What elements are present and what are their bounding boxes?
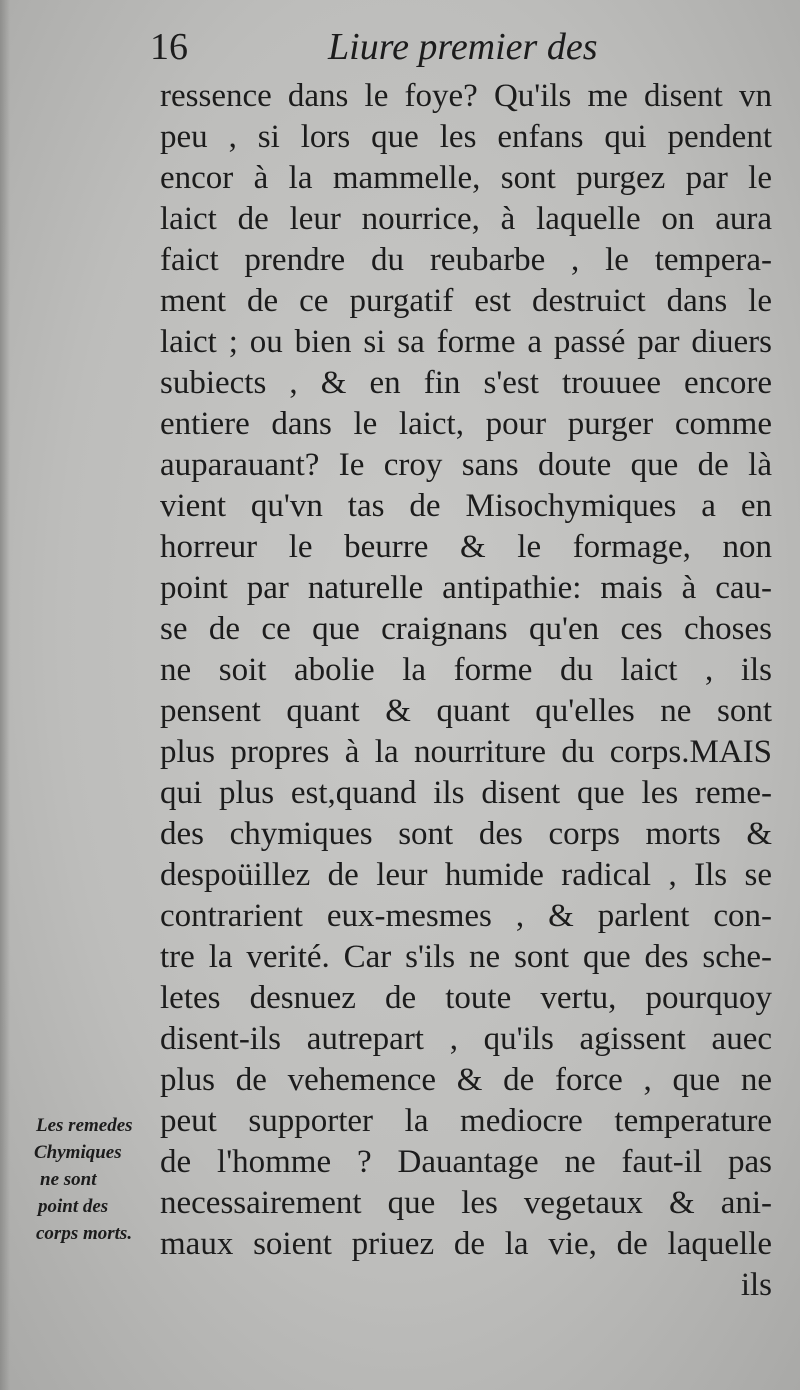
text-line: subiects , & en fin s'est trouuee encore xyxy=(160,365,772,401)
body-text xyxy=(160,76,772,1306)
marginal-note xyxy=(32,1112,162,1247)
text-line: tre la verité. Car s'ils ne sont que des sche- xyxy=(160,939,772,975)
text-line: de l'homme ? Dauantage ne faut-il pas xyxy=(160,1144,772,1180)
text-line: necessairement que les vegetaux & ani- xyxy=(160,1185,772,1221)
text-line: vient qu'vn tas de Misochymiques a en xyxy=(160,488,772,524)
marginal-note-line: corps morts. xyxy=(36,1223,133,1244)
text-line: encor à la mammelle, sont purgez par le xyxy=(160,160,772,196)
running-title: Liure premier des xyxy=(328,26,598,68)
text-line: plus propres à la nourriture du corps.MAIS xyxy=(160,734,772,770)
text-line: disent-ils autrepart , qu'ils agissent auec xyxy=(160,1021,772,1057)
text-line: laict de leur nourrice, à laquelle on aura xyxy=(160,201,772,237)
text-line: despoüillez de leur humide radical , Ils se xyxy=(160,857,772,893)
marginal-note-line: Chymiques xyxy=(34,1142,122,1163)
text-line: maux soient priuez de la vie, de laquelle xyxy=(160,1226,772,1262)
text-line: plus de vehemence & de force , que ne xyxy=(160,1062,772,1098)
catchword: ils xyxy=(740,1267,772,1303)
text-line: auparauant? Ie croy sans doute que de là xyxy=(160,447,772,483)
text-line: peu , si lors que les enfans qui pendent xyxy=(160,119,772,155)
marginal-note-line: ne sont xyxy=(40,1169,97,1190)
text-line: qui plus est,quand ils disent que les reme- xyxy=(160,775,772,811)
text-line: ressence dans le foye? Qu'ils me disent vn xyxy=(160,78,772,114)
text-line: entiere dans le laict, pour purger comme xyxy=(160,406,772,442)
text-line: des chymiques sont des corps morts & xyxy=(160,816,772,852)
text-line: se de ce que craignans qu'en ces choses xyxy=(160,611,772,647)
marginal-note-line: point des xyxy=(38,1196,109,1217)
text-line: letes desnuez de toute vertu, pourquoy xyxy=(160,980,772,1016)
text-line: peut supporter la mediocre temperature xyxy=(160,1103,772,1139)
text-line: laict ; ou bien si sa forme a passé par diuers xyxy=(160,324,772,360)
page-number: 16 xyxy=(150,26,188,68)
text-line: horreur le beurre & le formage, non xyxy=(160,529,772,565)
text-line: faict prendre du reubarbe , le tempera- xyxy=(160,242,772,278)
text-line: ment de ce purgatif est destruict dans le xyxy=(160,283,772,319)
text-line: ne soit abolie la forme du laict , ils xyxy=(160,652,772,688)
marginal-note-line: Les remedes xyxy=(36,1115,133,1136)
page-header xyxy=(150,22,620,72)
text-line: point par naturelle antipathie: mais à cau- xyxy=(160,570,772,606)
text-line: pensent quant & quant qu'elles ne sont xyxy=(160,693,772,729)
text-line: contrarient eux-mesmes , & parlent con- xyxy=(160,898,772,934)
